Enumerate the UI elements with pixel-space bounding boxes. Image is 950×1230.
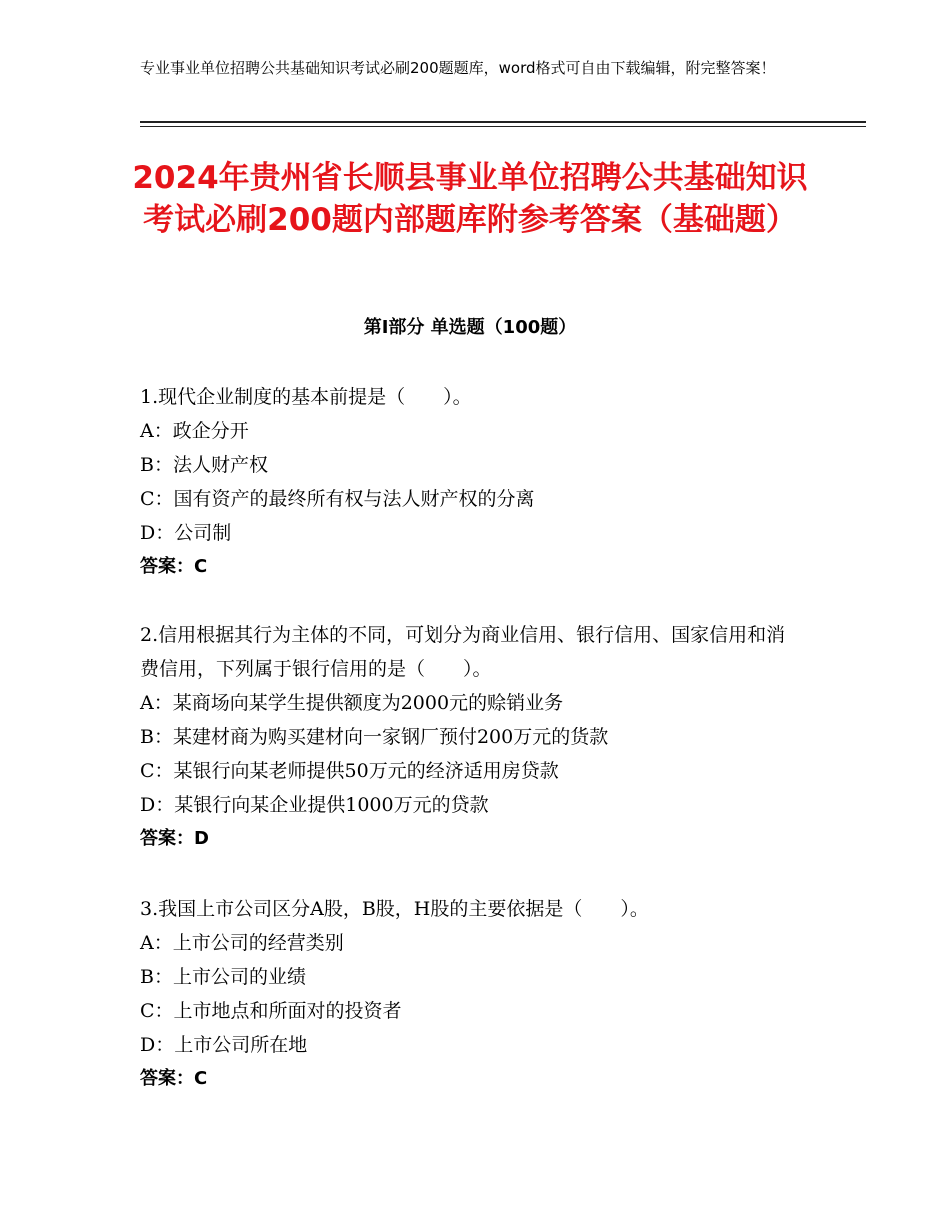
option-b: B：上市公司的业绩 xyxy=(140,966,306,988)
question-stem: 2.信用根据其行为主体的不同，可划分为商业信用、银行信用、国家信用和消费信用，下列属于银行信用的是（ ）。 xyxy=(140,624,786,680)
option-c: C：某银行向某老师提供50万元的经济适用房贷款 xyxy=(140,760,559,782)
document-title: 2024年贵州省长顺县事业单位招聘公共基础知识考试必刷200题内部题库附参考答案（基础题） xyxy=(132,160,808,238)
option-a: A：上市公司的经营类别 xyxy=(140,932,344,954)
header-divider xyxy=(140,121,866,123)
question-stem: 3.我国上市公司区分A股，B股，H股的主要依据是（ ）。 xyxy=(140,898,649,920)
answer: 答案：D xyxy=(140,828,209,849)
option-c: C：国有资产的最终所有权与法人财产权的分离 xyxy=(140,488,535,510)
answer: 答案：C xyxy=(140,556,208,577)
option-a: A：某商场向某学生提供额度为2000元的赊销业务 xyxy=(140,692,564,714)
option-a: A：政企分开 xyxy=(140,420,249,442)
option-c: C：上市地点和所面对的投资者 xyxy=(140,1000,402,1022)
question-2 xyxy=(140,618,800,856)
option-d: D：某银行向某企业提供1000万元的贷款 xyxy=(140,794,489,816)
header-note: 专业事业单位招聘公共基础知识考试必刷200题题库，word格式可自由下载编辑，附完整答案！ xyxy=(140,59,776,77)
option-b: B：法人财产权 xyxy=(140,454,268,476)
option-d: D：上市公司所在地 xyxy=(140,1034,308,1056)
question-3 xyxy=(140,892,820,1096)
option-b: B：某建材商为购买建材向一家钢厂预付200万元的货款 xyxy=(140,726,609,748)
question-1 xyxy=(140,380,820,584)
answer: 答案：C xyxy=(140,1068,208,1089)
question-stem: 1.现代企业制度的基本前提是（ ）。 xyxy=(140,386,472,408)
section-heading: 第Ⅰ部分 单选题（100题） xyxy=(363,317,577,338)
header-divider-thin xyxy=(140,126,866,127)
option-d: D：公司制 xyxy=(140,522,232,544)
